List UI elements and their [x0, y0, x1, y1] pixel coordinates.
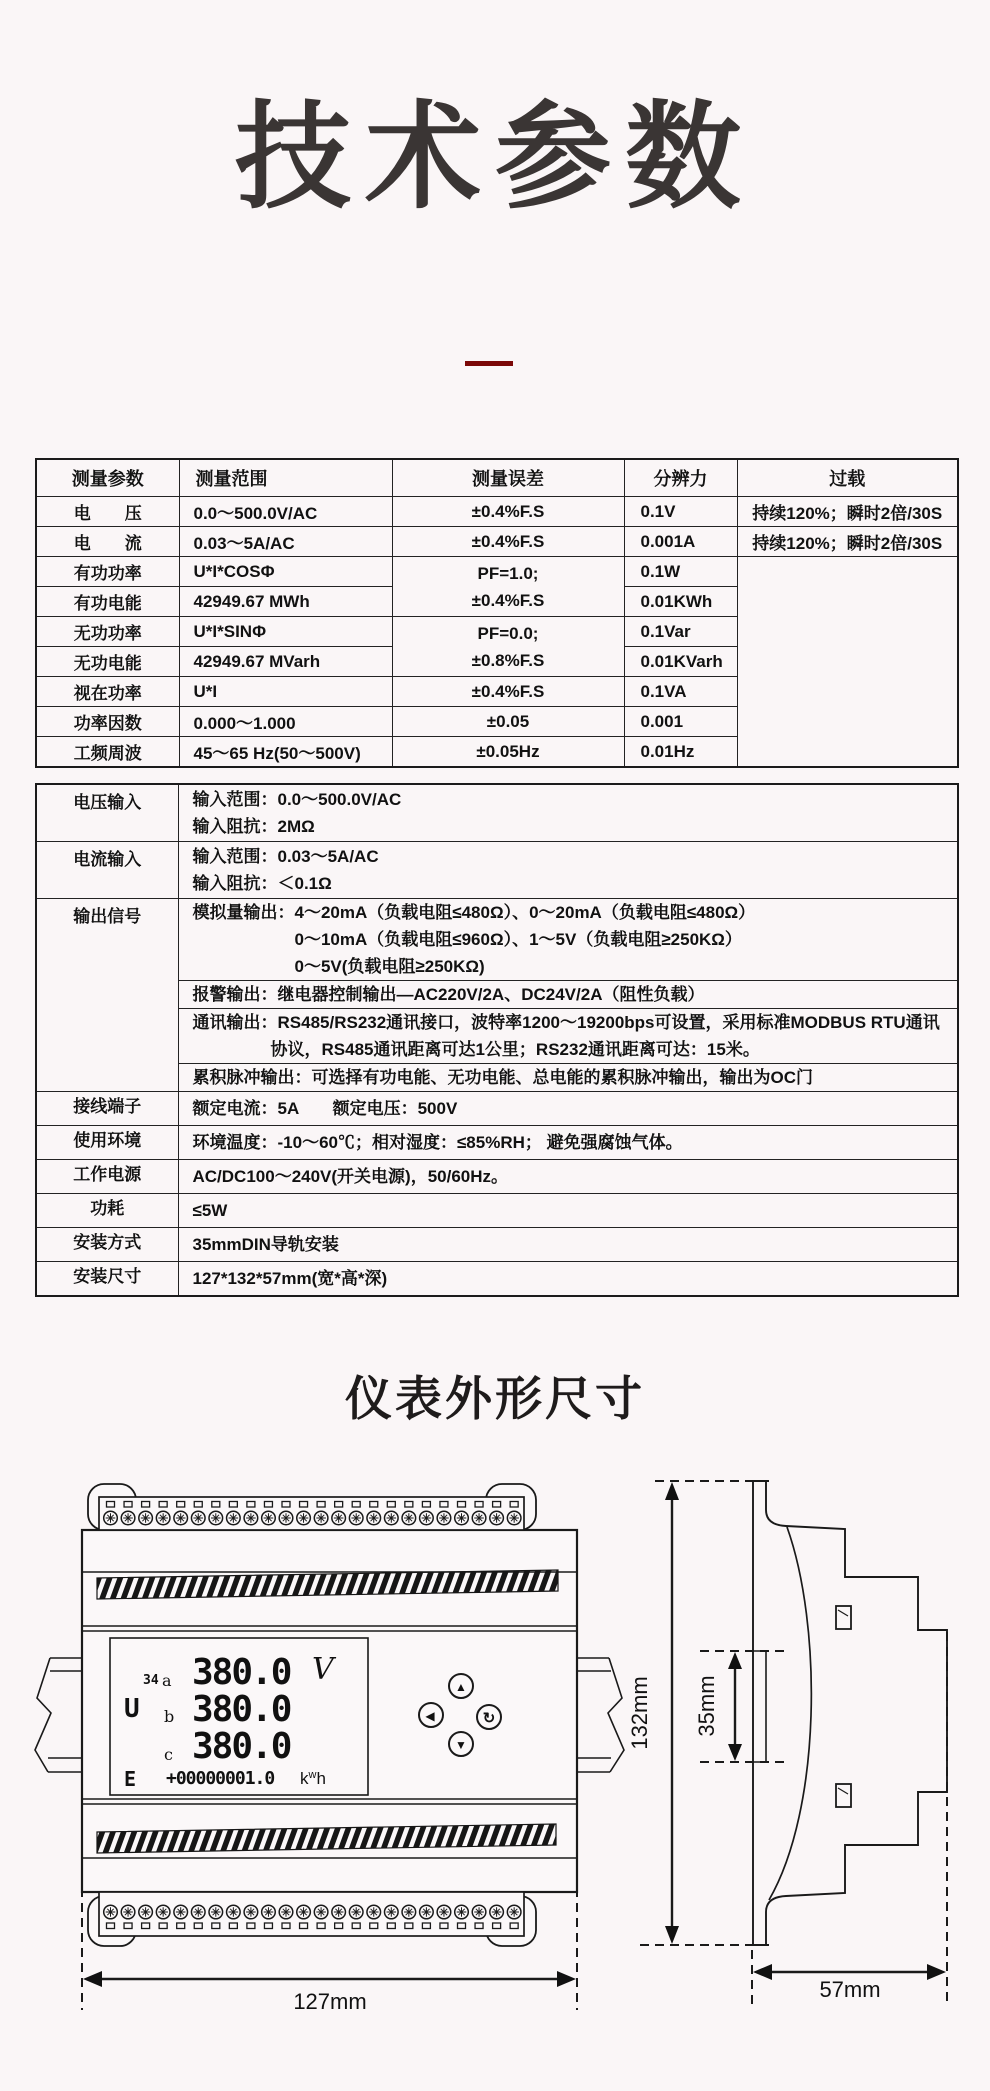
cell-param: 工频周波: [36, 737, 179, 768]
lcd-energy-unit: $k^wh$: [300, 1769, 326, 1788]
spec-line: 输入范围：0.03～5A/AC: [192, 847, 379, 866]
table-row: [36, 1160, 958, 1194]
cell-param: 有功功率: [36, 557, 179, 587]
rail-dimension: [694, 1652, 742, 1761]
lcd-energy-symbol: E: [124, 1767, 137, 1791]
lcd-phase-b-label: b: [164, 1707, 175, 1726]
din-rail-right: [577, 1658, 624, 1772]
spec-line: 累积脉冲输出：可选择有功电能、无功电能、总电能的累积脉冲输出，输出为OC门: [192, 1068, 813, 1087]
cell-range: 42949.67 MVarh: [179, 647, 392, 677]
left-arrow-icon: ◀: [425, 1709, 435, 1723]
table-row: [36, 842, 958, 899]
lcd-voltage-b-value: 380.0: [192, 1689, 291, 1730]
row-content: [178, 1092, 958, 1126]
height-dimension: [627, 1482, 679, 1944]
cell-range: 0.0～500.0V/AC: [179, 497, 392, 527]
clip-top: [836, 1606, 851, 1629]
spec-line: 协议，RS485通讯距离可达1公里；RS232通讯距离可达：15米。: [270, 1040, 760, 1059]
cell-param: 电 压: [36, 497, 179, 527]
lcd-energy-value: +00000001.0: [166, 1768, 275, 1789]
cell-param: 无功电能: [36, 647, 179, 677]
col-header-range: 测量范围: [179, 459, 392, 497]
output-block-alarm: [179, 980, 958, 1008]
table-row: [36, 1262, 958, 1297]
table-row: [36, 1092, 958, 1126]
front-bezel-curve: [769, 1527, 811, 1900]
dimensions-section-title: 仪表外形尺寸: [345, 1372, 645, 1425]
cell-overload: 持续120%；瞬时2倍/30S: [737, 527, 958, 557]
table-row: [36, 557, 958, 587]
row-content: [178, 1262, 958, 1297]
row-label: 功耗: [36, 1194, 178, 1228]
spec-line: 输入范围：0.0～500.0V/AC: [192, 790, 402, 809]
row-label: 安装方式: [36, 1228, 178, 1262]
spec-line: AC/DC100～240V(开关电源)，50/60Hz。: [192, 1167, 509, 1186]
cell-error: ±0.05: [392, 707, 624, 737]
cell-resolution: 0.1W: [624, 557, 737, 587]
row-content: [178, 1126, 958, 1160]
lcd-phase-indicator: 34: [143, 1673, 159, 1688]
page-title: 技术参数: [235, 92, 755, 222]
lcd-phase-c-label: c: [164, 1745, 173, 1764]
cell-param: 有功电能: [36, 587, 179, 617]
rail-label: 35mm: [694, 1675, 719, 1737]
col-header-param: 测量参数: [36, 459, 179, 497]
cell-range: 0.03～5A/AC: [179, 527, 392, 557]
cell-error-merged: [392, 617, 624, 677]
spec-line: 35mmDIN导轨安装: [192, 1235, 339, 1254]
cell-error-merged: [392, 557, 624, 617]
cell-error: ±0.4%F.S: [392, 497, 624, 527]
cell-error-line: PF=0.0;: [477, 623, 539, 643]
lcd-volt-unit: V: [312, 1652, 334, 1687]
row-content: [178, 899, 958, 1092]
cell-overload: 持续120%；瞬时2倍/30S: [737, 497, 958, 527]
spec-line: 模拟量输出：4～20mA（负载电阻≤480Ω）、0～20mA（负载电阻≤480Ω）: [192, 903, 756, 922]
row-content: [178, 842, 958, 899]
col-header-resolution: 分辨力: [624, 459, 737, 497]
cell-error: ±0.4%F.S: [392, 677, 624, 707]
cell-range: U*I*SINΦ: [179, 617, 392, 647]
lcd-voltage-symbol: U: [124, 1694, 140, 1724]
table-header-row: [36, 459, 958, 497]
din-rail-left: [35, 1658, 82, 1772]
table-row: [36, 1228, 958, 1262]
cell-error-line: PF=1.0;: [477, 563, 539, 583]
cell-range: U*I*COSΦ: [179, 557, 392, 587]
table-row: [36, 497, 958, 527]
cell-error: ±0.4%F.S: [392, 527, 624, 557]
cell-range: 0.000～1.000: [179, 707, 392, 737]
row-label: 接线端子: [36, 1092, 178, 1126]
row-label: 安装尺寸: [36, 1262, 178, 1297]
lcd-phase-a-label: a: [162, 1671, 172, 1690]
spec-line: 0～10mA（负载电阻≤960Ω）、1～5V（负载电阻≥250KΩ）: [294, 930, 742, 949]
arrowhead: [753, 1964, 772, 1980]
lcd-display: [110, 1638, 368, 1795]
side-profile: [753, 1481, 947, 1945]
cell-resolution: 0.1V: [624, 497, 737, 527]
height-label: 132mm: [627, 1676, 652, 1750]
spec-line: 通讯输出：RS485/RS232通讯接口，波特率1200～19200bps可设置，采用标准MODBUS RTU通讯: [192, 1013, 940, 1032]
cell-error-line: ±0.8%F.S: [471, 650, 545, 670]
enter-loop-icon: ↻: [482, 1710, 496, 1727]
spec-line: ≤5W: [192, 1201, 228, 1220]
general-spec-table: [35, 783, 959, 1297]
cell-range: 42949.67 MWh: [179, 587, 392, 617]
depth-dimension: [753, 1964, 946, 2002]
down-arrow-icon: ▼: [455, 1738, 467, 1752]
spec-line: 额定电流：5A 额定电压：500V: [192, 1099, 458, 1118]
cell-param: 无功功率: [36, 617, 179, 647]
cell-resolution: 0.01Hz: [624, 737, 737, 768]
front-view: [35, 1484, 624, 2014]
row-content: [178, 1228, 958, 1262]
cell-resolution: 0.001: [624, 707, 737, 737]
arrowhead: [927, 1964, 946, 1980]
width-label: 127mm: [293, 1989, 367, 2014]
row-content: [178, 1160, 958, 1194]
side-view: [627, 1481, 947, 2004]
cell-param: 电 流: [36, 527, 179, 557]
lcd-voltage-c-value: 380.0: [192, 1726, 291, 1767]
red-divider: [465, 361, 513, 366]
clip-detail: [838, 1788, 848, 1794]
output-block-analog: [179, 899, 958, 980]
rail-channel: [753, 1651, 766, 1762]
dimension-drawing: [0, 1440, 990, 2091]
arrowhead: [83, 1971, 102, 1987]
row-content: [178, 784, 958, 842]
col-header-error: 测量误差: [392, 459, 624, 497]
table-row: [36, 1194, 958, 1228]
table-row: [36, 527, 958, 557]
arrowhead: [665, 1926, 679, 1944]
cell-param: 功率因数: [36, 707, 179, 737]
table-row: [36, 899, 958, 1092]
clip-bottom: [836, 1784, 851, 1807]
cell-resolution: 0.01KWh: [624, 587, 737, 617]
table-row: [36, 1126, 958, 1160]
spec-line: 127*132*57mm(宽*高*深): [192, 1269, 388, 1288]
spec-line: 输入阻抗：＜0.1Ω: [192, 874, 332, 893]
clip-detail: [838, 1610, 848, 1616]
output-block-pulse: [179, 1063, 958, 1091]
arrowhead: [665, 1482, 679, 1500]
up-arrow-icon: ▲: [455, 1680, 467, 1694]
cell-overload-merged: [737, 557, 958, 768]
cell-resolution: 0.1Var: [624, 617, 737, 647]
arrowhead: [557, 1971, 576, 1987]
spec-line: 输入阻抗：2MΩ: [192, 817, 315, 836]
row-content: [178, 1194, 958, 1228]
cell-error: ±0.05Hz: [392, 737, 624, 768]
row-label: 电压输入: [36, 784, 178, 842]
row-label: 输出信号: [36, 899, 178, 1092]
depth-label: 57mm: [819, 1977, 881, 2002]
cell-range: U*I: [179, 677, 392, 707]
row-label: 工作电源: [36, 1160, 178, 1194]
cell-error-line: ±0.4%F.S: [471, 590, 545, 610]
cell-resolution: 0.001A: [624, 527, 737, 557]
row-label: 使用环境: [36, 1126, 178, 1160]
arrowhead: [728, 1744, 742, 1761]
output-block-comm: [179, 1008, 958, 1063]
col-header-overload: 过载: [737, 459, 958, 497]
cell-resolution: 0.01KVarh: [624, 647, 737, 677]
spec-line: 报警输出：继电器控制输出—AC220V/2A、DC24V/2A（阻性负载）: [192, 985, 705, 1004]
cell-range: 45～65 Hz(50～500V): [179, 737, 392, 768]
spec-line: 0～5V(负载电阻≥250KΩ): [294, 957, 485, 976]
arrowhead: [728, 1652, 742, 1669]
lcd-voltage-a-value: 380.0: [192, 1652, 291, 1693]
cell-resolution: 0.1VA: [624, 677, 737, 707]
cell-param: 视在功率: [36, 677, 179, 707]
row-label: 电流输入: [36, 842, 178, 899]
measurement-spec-table: [35, 458, 959, 768]
spec-line: 环境温度：-10～60℃；相对湿度：≤85%RH； 避免强腐蚀气体。: [192, 1133, 683, 1152]
table-row: [36, 784, 958, 842]
